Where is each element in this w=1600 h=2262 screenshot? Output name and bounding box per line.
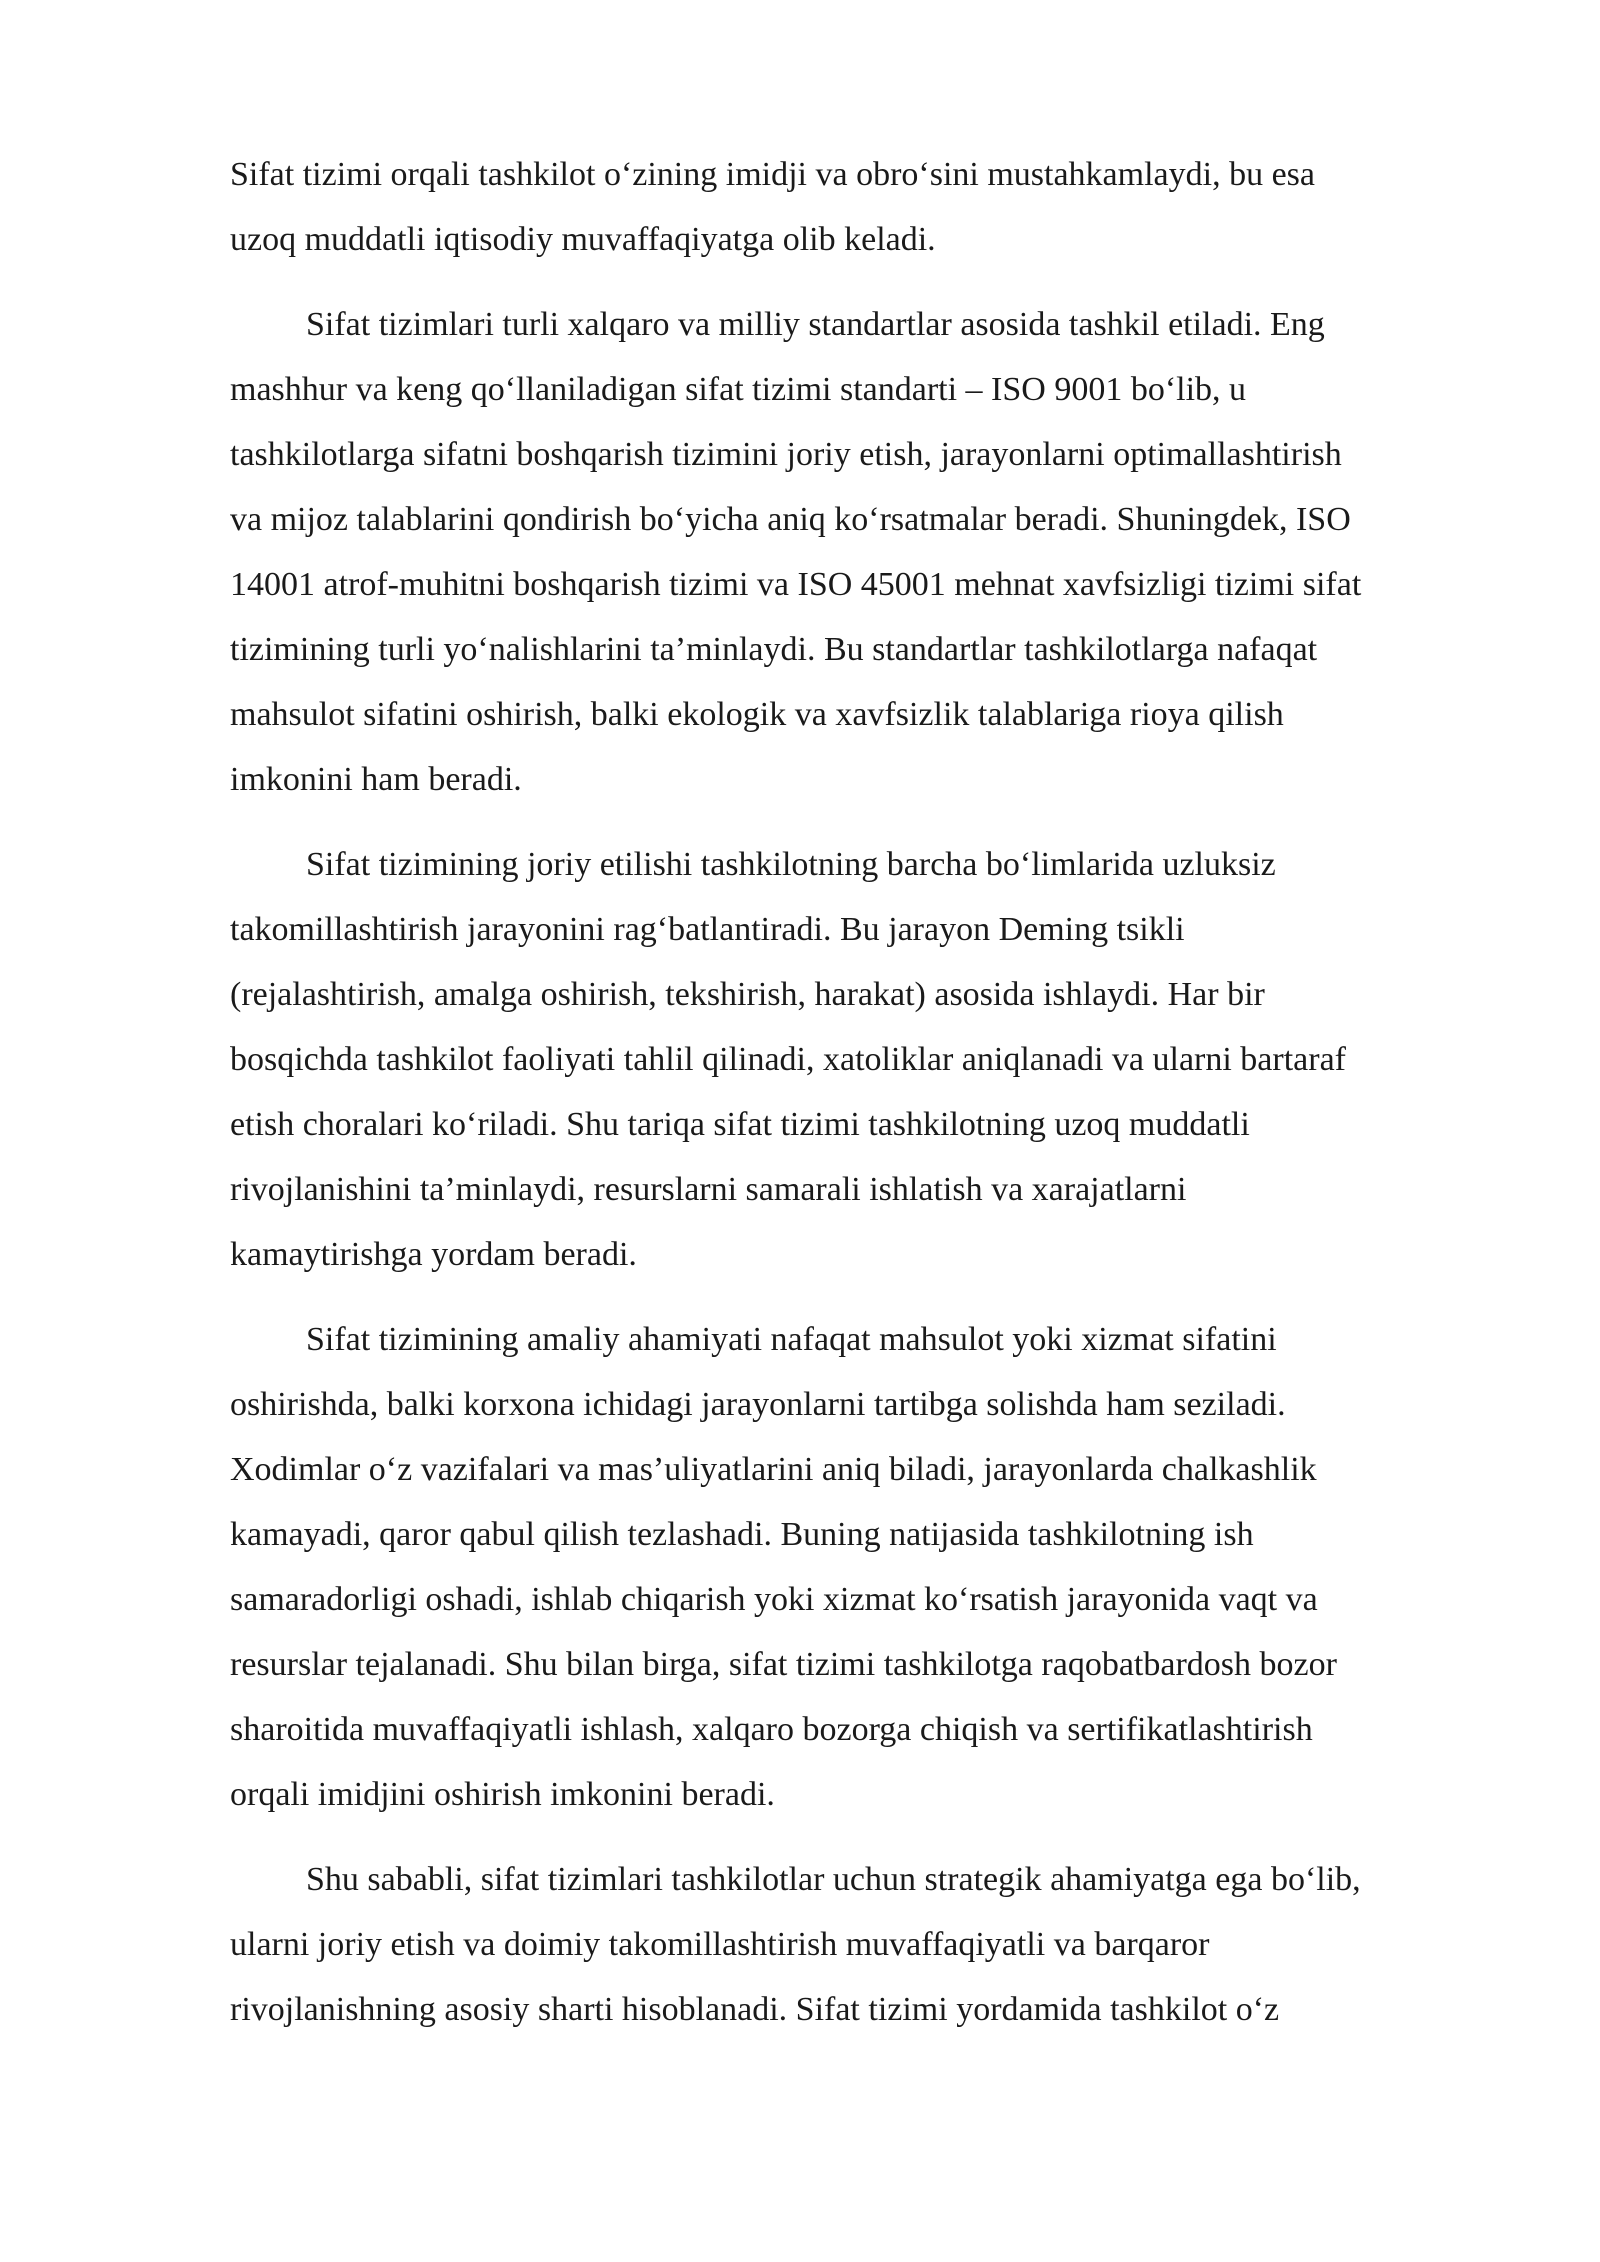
paragraph-2: Sifat tizimlari turli xalqaro va milliy standartlar asosida tashkil etiladi. Eng mashhur va keng qo‘llaniladigan sifat tizimi standarti – ISO 9001 bo‘lib, u tashkilotlarga sifatni boshqarish tizimini joriy etish, jarayonlarni optimallashtirish va mijoz talablarini qondirish bo‘yicha aniq ko‘rsatmalar beradi. Shuningdek, ISO 14001 atrof-muhitni boshqarish tizimi va ISO 45001 mehnat xavfsizligi tizimi sifat tizimining turli yo‘nalishlarini ta’minlaydi. Bu standartlar tashkilotlarga nafaqat mahsulot sifatini oshirish, balki ekologik va xavfsizlik talablariga rioya qilish imkonini ham beradi.	[230, 306, 1362, 798]
document-body	[230, 142, 1498, 2062]
paragraph-4: Sifat tizimining amaliy ahamiyati nafaqat mahsulot yoki xizmat sifatini oshirishda, balki korxona ichidagi jarayonlarni tartibga solishda ham seziladi. Xodimlar o‘z vazifalari va mas’uliyatlarini aniq biladi, jarayonlarda chalkashlik kamayadi, qaror qabul qilish tezlashadi. Buning natijasida tashkilotning ish samaradorligi oshadi, ishlab chiqarish yoki xizmat ko‘rsatish jarayonida vaqt va resurslar tejalanadi. Shu bilan birga, sifat tizimi tashkilotga raqobatbardosh bozor sharoitida muvaffaqiyatli ishlash, xalqaro bozorga chiqish va sertifikatlashtirish orqali imidjini oshirish imkonini beradi.	[230, 1321, 1337, 1813]
paragraph-5: Shu sababli, sifat tizimlari tashkilotlar uchun strategik ahamiyatga ega bo‘lib, ularni joriy etish va doimiy takomillashtirish muvaffaqiyatli va barqaror rivojlanishning asosiy sharti hisoblanadi. Sifat tizimi yordamida tashkilot o‘z	[230, 1861, 1361, 2028]
paragraph-1: Sifat tizimi orqali tashkilot o‘zining imidji va obro‘sini mustahkamlaydi, bu esa uzoq muddatli iqtisodiy muvaffaqiyatga olib keladi.	[230, 156, 1315, 258]
paragraph-3: Sifat tizimining joriy etilishi tashkilotning barcha bo‘limlarida uzluksiz takomillashtirish jarayonini rag‘batlantiradi. Bu jarayon Deming tsikli (rejalashtirish, amalga oshirish, tekshirish, harakat) asosida ishlaydi. Har bir bosqichda tashkilot faoliyati tahlil qilinadi, xatoliklar aniqlanadi va ularni bartaraf etish choralari ko‘riladi. Shu tariqa sifat tizimi tashkilotning uzoq muddatli rivojlanishini ta’minlaydi, resurslarni samarali ishlatish va xarajatlarni kamaytirishga yordam beradi.	[230, 846, 1346, 1273]
